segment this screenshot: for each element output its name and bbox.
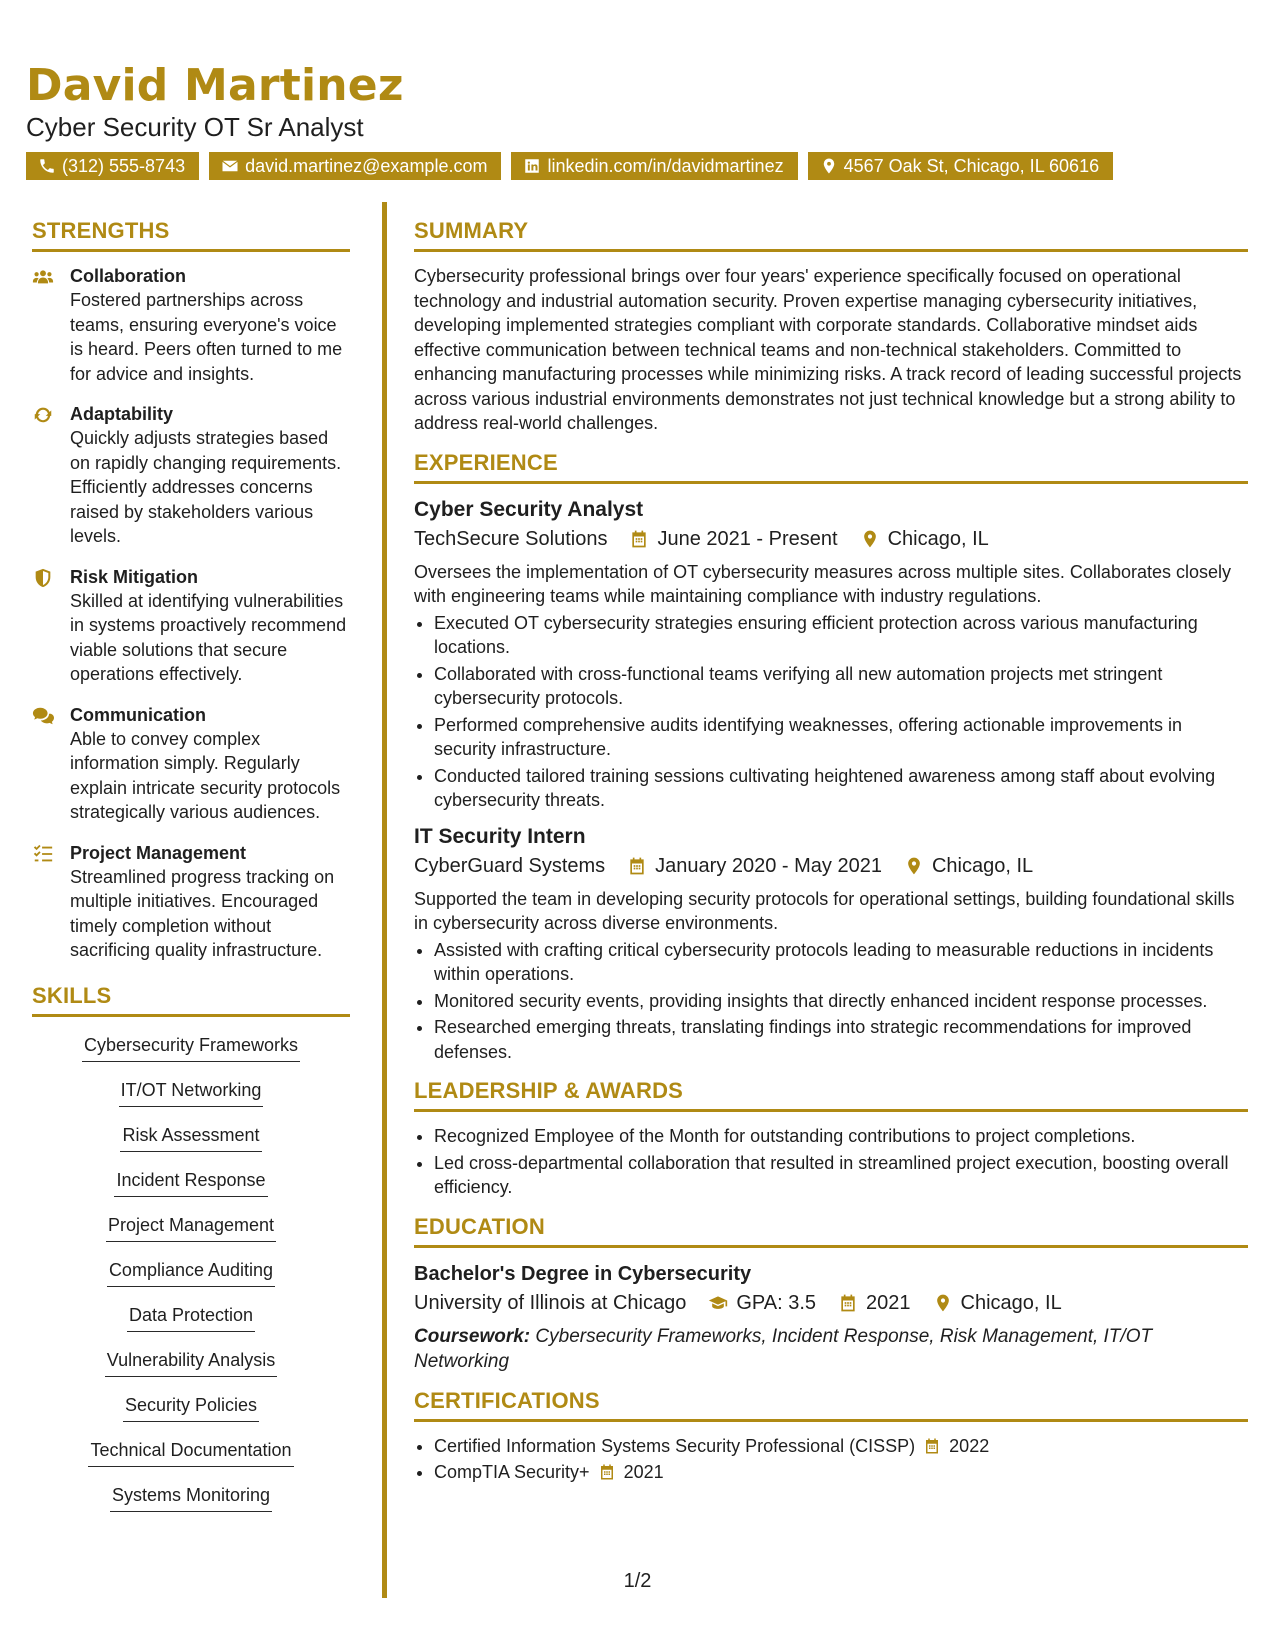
school-location: Chicago, IL (960, 1291, 1062, 1314)
job-bullet: • Performed comprehensive audits identifying weaknesses, offering actionable improvements in security infrastructure. (434, 713, 1248, 762)
job-bullet: • Assisted with crafting critical cybersecurity protocols leading to measurable reductions in incidents within operations. (434, 938, 1248, 987)
coursework-text: Cybersecurity Frameworks, Incident Response, Risk Management, IT/OT Networking (414, 1325, 1153, 1372)
strength-item (32, 402, 350, 549)
tasks-icon (32, 843, 54, 865)
job-bullet: • Collaborated with cross-functional teams verifying all new automation projects met stringent cybersecurity protocols. (434, 662, 1248, 711)
job-company: CyberGuard Systems (414, 854, 606, 877)
sync-icon (32, 404, 54, 426)
job-entry (414, 496, 1248, 813)
job-bullets (414, 938, 1248, 1065)
strength-desc: Skilled at identifying vulnerabilities in systems proactively recommend viable solutions that secure operations effectively. (70, 590, 347, 684)
certification-item (434, 1434, 1248, 1459)
skill-item: Vulnerability Analysis (105, 1348, 277, 1377)
comments-icon (32, 705, 54, 727)
job-bullet: • Researched emerging threats, translating findings into strategic recommendations for improved defenses. (434, 1015, 1248, 1064)
strength-desc: Quickly adjusts strategies based on rapidly changing requirements. Efficiently addresses concerns raised by stakeholders various levels. (70, 428, 342, 546)
certification-year: 2022 (949, 1435, 990, 1456)
envelope-icon (221, 157, 239, 175)
job-bullets (414, 611, 1248, 813)
strength-desc: Fostered partnerships across teams, ensuring everyone's voice is heard. Peers often turned to me for advice and insights. (70, 290, 343, 384)
job-dates: June 2021 - Present (657, 527, 838, 550)
shield-icon (32, 567, 54, 589)
map-marker-icon (933, 1293, 953, 1313)
education-heading: EDUCATION (414, 1214, 1248, 1248)
email-text: david.martinez@example.com (245, 155, 488, 176)
job-role: IT Security Intern (414, 824, 586, 848)
education-meta (414, 1288, 1248, 1318)
skill-item: Security Policies (123, 1393, 259, 1422)
skill-item: Systems Monitoring (110, 1483, 272, 1512)
contact-email[interactable] (209, 152, 501, 180)
coursework (414, 1324, 1248, 1374)
job-entry (414, 823, 1248, 1065)
calendar-icon (598, 1463, 616, 1481)
strength-title: Risk Mitigation (70, 566, 199, 587)
linkedin-text: linkedin.com/in/davidmartinez (547, 155, 784, 176)
job-bullet: • Conducted tailored training sessions cultivating heightened awareness among staff about evolving cybersecurity threats. (434, 764, 1248, 813)
skills-list (32, 1033, 350, 1528)
strength-desc: Able to convey complex information simply. Regularly explain intricate security protocols strategically various audiences. (70, 728, 341, 822)
skill-item: Compliance Auditing (107, 1258, 275, 1287)
certifications-section (414, 1388, 1248, 1485)
strengths-section (32, 218, 350, 963)
education-section (414, 1214, 1248, 1374)
contact-bar (26, 152, 1113, 180)
column-divider (382, 202, 387, 1598)
skills-section (32, 983, 350, 1528)
calendar-icon (923, 1437, 941, 1455)
linkedin-icon (523, 157, 541, 175)
leadership-list (414, 1124, 1248, 1200)
skill-item: Project Management (106, 1213, 276, 1242)
job-dates: January 2020 - May 2021 (655, 854, 882, 877)
skill-item: Incident Response (114, 1168, 267, 1197)
job-meta (414, 524, 1248, 554)
strength-title: Communication (70, 704, 207, 725)
job-bullet: • Executed OT cybersecurity strategies ensuring efficient protection across various manufacturing locations. (434, 611, 1248, 660)
skill-item: Cybersecurity Frameworks (82, 1033, 300, 1062)
address-text: 4567 Oak St, Chicago, IL 60616 (843, 155, 1100, 176)
coursework-label: Coursework: (414, 1325, 531, 1347)
calendar-icon (838, 1293, 858, 1313)
summary-section (414, 218, 1248, 436)
skill-item: IT/OT Networking (119, 1078, 264, 1107)
map-marker-icon (904, 856, 924, 876)
certification-name: • Certified Information Systems Security Professional (CISSP) (434, 1435, 916, 1456)
skill-item: Data Protection (127, 1303, 255, 1332)
map-marker-icon (860, 529, 880, 549)
graduation-cap-icon (708, 1293, 728, 1313)
calendar-icon (627, 856, 647, 876)
certification-year: 2021 (623, 1462, 664, 1482)
contact-phone[interactable] (26, 152, 199, 180)
map-marker-icon (820, 157, 838, 175)
contact-address[interactable] (808, 152, 1114, 180)
right-column (414, 218, 1248, 1499)
summary-heading: SUMMARY (414, 218, 1248, 252)
job-location: Chicago, IL (887, 527, 989, 550)
skills-heading: SKILLS (32, 983, 350, 1017)
certifications-heading: CERTIFICATIONS (414, 1388, 1248, 1422)
strength-item (32, 703, 350, 825)
phone-icon (38, 157, 56, 175)
experience-section (414, 450, 1248, 1065)
job-company: TechSecure Solutions (414, 527, 608, 550)
leadership-item: • Recognized Employee of the Month for outstanding contributions to project completions. (434, 1124, 1248, 1149)
leadership-heading: LEADERSHIP & AWARDS (414, 1078, 1248, 1112)
job-location: Chicago, IL (931, 854, 1034, 877)
leadership-item: • Led cross-departmental collaboration that resulted in streamlined project execution, boosting overall efficiency. (434, 1151, 1248, 1200)
strength-item (32, 264, 350, 386)
experience-heading: EXPERIENCE (414, 450, 1248, 484)
strength-title: Collaboration (70, 266, 186, 286)
phone-text: (312) 555-8743 (62, 155, 186, 176)
page-number: 1/2 (623, 1570, 652, 1592)
skill-item: Technical Documentation (88, 1438, 293, 1467)
job-summary: Supported the team in developing security protocols for operational settings, building foundational skills in cybersecurity across diverse environments. (414, 888, 1235, 933)
degree-title: Bachelor's Degree in Cybersecurity (414, 1262, 752, 1285)
candidate-name: David Martinez (26, 60, 404, 111)
left-column (32, 218, 350, 1542)
certification-item (434, 1460, 1248, 1485)
gpa: GPA: 3.5 (736, 1291, 817, 1314)
school-name: University of Illinois at Chicago (414, 1291, 687, 1314)
strength-item (32, 565, 350, 687)
strength-desc: Streamlined progress tracking on multiple initiatives. Encouraged timely completion without sacrificing quality infrastructure. (70, 866, 335, 960)
strength-title: Project Management (70, 842, 247, 863)
job-role: Cyber Security Analyst (414, 497, 644, 521)
strength-item (32, 841, 350, 963)
job-bullet: • Monitored security events, providing insights that directly enhanced incident response processes. (434, 989, 1248, 1014)
summary-text: Cybersecurity professional brings over four years' experience specifically focused on operational technology and industrial automation security. Proven expertise managing cybersecurity initiatives, developing implemented strategies compliant with corporate standards. Collaborative mindset aids effective communication between technical teams and non-technical stakeholders. Committed to enhancing manufacturing processes while minimizing risks. A track record of leading successful projects across various industrial environments demonstrates not just technical knowledge but a strong ability to address real-world challenges. (414, 266, 1242, 433)
candidate-title: Cyber Security OT Sr Analyst (26, 112, 364, 142)
leadership-section (414, 1078, 1248, 1200)
strength-title: Adaptability (70, 404, 174, 424)
strengths-heading: STRENGTHS (32, 218, 350, 252)
graduation-year: 2021 (866, 1291, 911, 1314)
calendar-icon (629, 529, 649, 549)
contact-linkedin[interactable] (511, 152, 797, 180)
certifications-list (414, 1434, 1248, 1485)
job-summary: Oversees the implementation of OT cybersecurity measures across multiple sites. Collaborates closely with engineering teams while maintaining compliance with industry regulations. (414, 561, 1231, 606)
certification-name: • CompTIA Security+ (434, 1462, 590, 1482)
skill-item: Risk Assessment (120, 1123, 261, 1152)
users-icon (32, 266, 54, 288)
job-meta (414, 851, 1248, 881)
